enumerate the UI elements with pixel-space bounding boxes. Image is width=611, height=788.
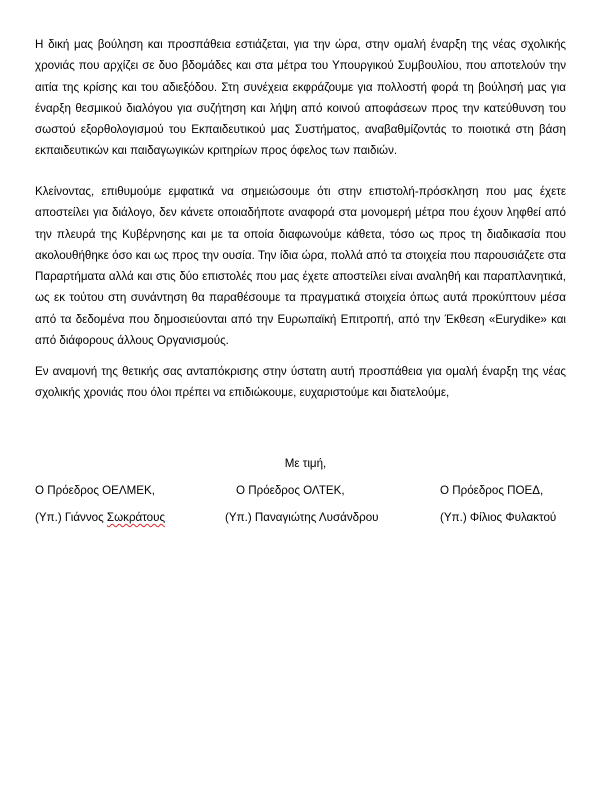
signatory-title-oelmek: Ο Πρόεδρος ΟΕΛΜΕΚ,	[35, 484, 155, 497]
signatory-titles-row	[0, 481, 611, 501]
signatory-name-oelmek	[35, 508, 165, 528]
signatory-title-poed: Ο Πρόεδρος ΠΟΕΔ,	[440, 484, 544, 497]
signatory-names-row	[0, 508, 611, 528]
signatory-name-oelmek-prefix: (Υπ.) Γιάννος	[35, 511, 107, 524]
paragraph-3: Εν αναμονή της θετικής σας ανταπόκρισης στην ύστατη αυτή προσπάθεια για ομαλή έναρξη της νέας σχολικής χρονιάς που όλοι πρέπει να επιδιώκουμε, ευχαριστούμε και διατελούμε,	[35, 365, 566, 400]
paragraph-2: Κλείνοντας, επιθυμούμε εμφατικά να σημειώσουμε ότι στην επιστολή-πρόσκληση που μας έχετε αποστείλει για διάλογο, δεν κάνετε οποιαδήποτε αναφορά στα μονομερή μέτρα που έχουν ληφθεί από την πλευρά της Κυβέρνησης και με τα οποία διαφωνούμε κάθετα, τόσο ως προς τη διαδικασία που ακολουθήθηκε όσο και ως προς την ουσία. Την ίδια ώρα, πολλά από τα στοιχεία που παρουσιάζετε στα Παραρτήματα αλλά και στις δύο επιστολές που μας έχετε αποστείλει είναι αναληθή και παραπλανητικά, ως εκ τούτου στη συνάντηση θα παραθέσουμε τα πραγματικά στοιχεία όπως αυτά προκύπτουν μέσα από τα δεδομένα που δημοσιεύονται από την Ευρωπαϊκή Επιτροπή, από την Έκθεση «Eurydike» και από διάφορους άλλους Οργανισμούς.	[35, 185, 566, 348]
closing-salutation: Με τιμή,	[284, 457, 327, 470]
signatory-title-oltek: Ο Πρόεδρος ΟΛΤΕΚ,	[236, 484, 345, 497]
spellcheck-flagged-word[interactable]: Σωκράτους	[106, 511, 166, 524]
paragraph-1: Η δική μας βούληση και προσπάθεια εστιάζεται, για την ώρα, στην ομαλή έναρξη της νέας σχολικής χρονιάς που αρχίζει σε δυο βδομάδες και στα μέτρα του Υπουργικού Συμβουλίου, που αποτελούν την αιτία της κρίσης και του αδιεξόδου. Στη συνέχεια εκφράζουμε για πολλοστή φορά τη βούλησή μας για έναρξη θεσμικού διαλόγου για συζήτηση και λήψη από κοινού αποφάσεων προς την κατεύθυνση του σωστού εξορθολογισμού του Εκπαιδευτικού μας Συστήματος, αναβαθμίζοντάς το ποιοτικά στη βάση εκπαιδευτικών και παιδαγωγικών κριτηρίων προς όφελος των παιδιών.	[35, 38, 566, 158]
signatory-name-oltek: (Υπ.) Παναγιώτης Λυσάνδρου	[225, 511, 379, 524]
signatory-name-poed: (Υπ.) Φίλιος Φυλακτού	[440, 511, 557, 524]
